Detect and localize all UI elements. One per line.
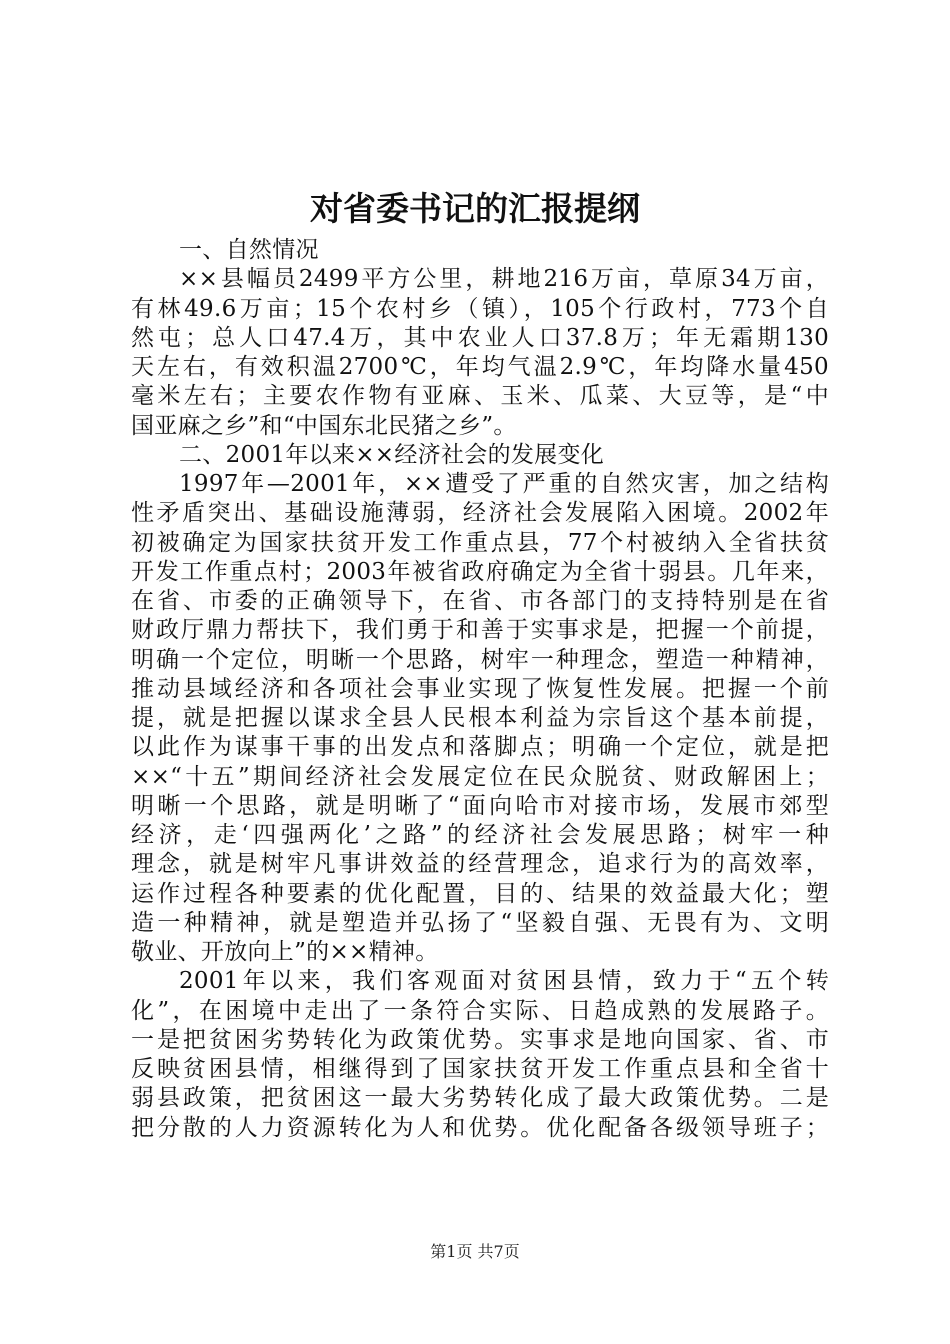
paragraph-line: ××县幅员2499平方公里，耕地216万亩，草原34万亩， bbox=[179, 266, 829, 293]
paragraph-line: 理念，就是树牢凡事讲效益的经营理念，追求行为的高效率， bbox=[131, 851, 829, 878]
paragraph-line: 敬业、开放向上”的××精神。 bbox=[131, 939, 439, 965]
document-title: 对省委书记的汇报提纲 bbox=[310, 189, 640, 228]
paragraph-line: 然屯；总人口47.4万，其中农业人口37.8万；年无霜期130 bbox=[131, 324, 829, 351]
paragraph-line: 毫米左右；主要农作物有亚麻、玉米、瓜菜、大豆等，是“中 bbox=[131, 383, 829, 410]
paragraph-line: 以此作为谋事干事的出发点和落脚点；明确一个定位，就是把 bbox=[131, 734, 829, 761]
section-heading: 一、自然情况 bbox=[179, 237, 319, 263]
paragraph-line: 国亚麻之乡”和“中国东北民猪之乡”。 bbox=[131, 412, 517, 439]
paragraph-line: 推动县域经济和各项社会事业实现了恢复性发展。把握一个前 bbox=[131, 675, 829, 702]
paragraph-line: 反映贫困县情，相继得到了国家扶贫开发工作重点县和全省十 bbox=[131, 1056, 829, 1082]
paragraph-line: ××“十五”期间经济社会发展定位在民众脱贫、财政解困上； bbox=[131, 763, 829, 790]
paragraph-line: 明晰一个思路，就是明晰了“面向哈市对接市场，发展市郊型 bbox=[131, 792, 829, 819]
paragraph-line: 造一种精神，就是塑造并弘扬了“坚毅自强、无畏有为、文明 bbox=[131, 909, 829, 936]
paragraph-line: 把分散的人力资源转化为人和优势。优化配备各级领导班子； bbox=[131, 1114, 829, 1141]
paragraph-line: 明确一个定位，明晰一个思路，树牢一种理念，塑造一种精神， bbox=[131, 646, 829, 673]
paragraph-line: 财政厅鼎力帮扶下，我们勇于和善于实事求是，把握一个前提， bbox=[131, 617, 829, 644]
paragraph-line: 有林49.6万亩；15个农村乡（镇），105个行政村，773个自 bbox=[131, 295, 829, 322]
paragraph-line: 化”，在困境中走出了一条符合实际、日趋成熟的发展路子。 bbox=[131, 997, 829, 1024]
paragraph-line: 弱县政策，把贫困这一最大劣势转化成了最大政策优势。二是 bbox=[131, 1085, 829, 1112]
section-heading: 二、2001年以来××经济社会的发展变化 bbox=[179, 441, 605, 468]
paragraph-line: 1997年—2001年，××遭受了严重的自然灾害，加之结构 bbox=[179, 471, 829, 497]
paragraph-line: 2001年以来，我们客观面对贫困县情，致力于“五个转 bbox=[179, 968, 829, 995]
page-number-footer: 第1页 共7页 bbox=[430, 1242, 520, 1261]
paragraph-line: 一是把贫困劣势转化为政策优势。实事求是地向国家、省、市 bbox=[131, 1026, 829, 1053]
paragraph-line: 初被确定为国家扶贫开发工作重点县，77个村被纳入全省扶贫 bbox=[131, 529, 829, 556]
paragraph-line: 运作过程各种要素的优化配置，目的、结果的效益最大化；塑 bbox=[131, 880, 829, 907]
paragraph-line: 在省、市委的正确领导下，在省、市各部门的支持特别是在省 bbox=[131, 588, 829, 614]
document-body bbox=[131, 236, 829, 1143]
paragraph-line: 性矛盾突出、基础设施薄弱，经济社会发展陷入困境。2002年 bbox=[131, 500, 829, 527]
paragraph-line: 天左右，有效积温2700℃，年均气温2.9℃，年均降水量450 bbox=[131, 354, 829, 380]
paragraph-line: 提，就是把握以谋求全县人民根本利益为宗旨这个基本前提， bbox=[131, 705, 829, 731]
paragraph-line: 经济，走‘四强两化’之路”的经济社会发展思路；树牢一种 bbox=[131, 822, 829, 848]
paragraph-line: 开发工作重点村；2003年被省政府确定为全省十弱县。几年来， bbox=[131, 558, 829, 585]
